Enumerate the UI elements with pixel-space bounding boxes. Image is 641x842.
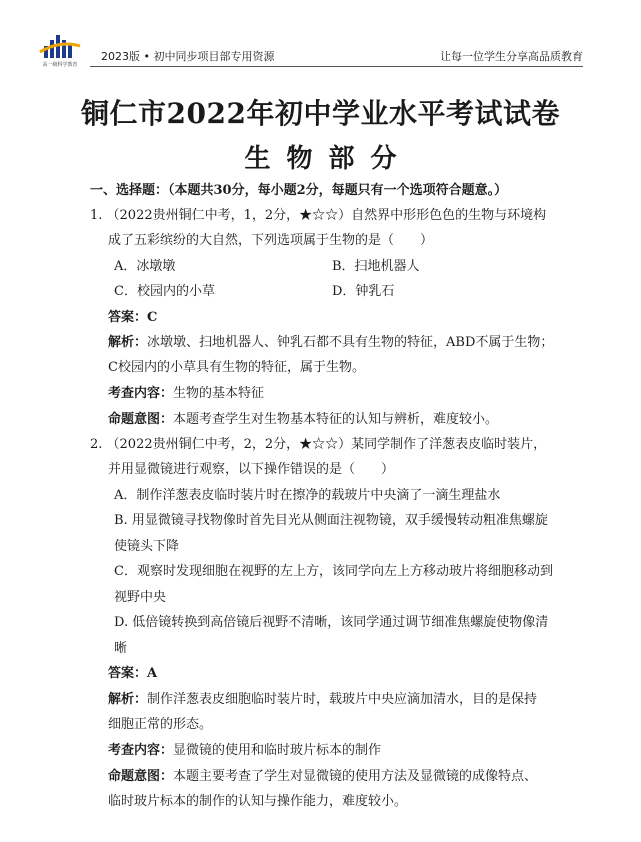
q2-option-c-line1: C．观察时发现细胞在视野的左上方，该同学向左上方移动玻片将细胞移动到 <box>114 564 553 579</box>
q1-analysis <box>108 334 553 352</box>
q2-answer <box>108 665 157 683</box>
q2-option-d-line2: 晰 <box>114 641 128 656</box>
q2-option-b-line2: 使镜头下降 <box>114 539 180 554</box>
header-right-text: 让每一位学生分享高品质教育 <box>440 50 583 63</box>
q1-intent-text: 本题考查学生对生物基本特征的认知与辨析，难度较小。 <box>173 412 499 427</box>
q2-option-c-line2: 视野中央 <box>114 590 167 605</box>
q1-stem-line2: 成了五彩缤纷的大自然，下列选项属于生物的是（ ） <box>108 233 434 248</box>
q2-intent <box>108 768 537 786</box>
logo-text: 高一级科学教育 <box>42 62 78 68</box>
q2-option-d-line1: D. 低倍镜转换到高倍镜后视野不清晰，该同学通过调节细准焦螺旋使物像清 <box>114 615 549 630</box>
q2-analysis <box>108 691 537 709</box>
header-divider <box>90 66 583 67</box>
q2-exam <box>108 742 381 760</box>
q1-intent-label: 命题意图： <box>108 412 174 427</box>
q1-stem-line1: 1. （2022贵州铜仁中考，1，2分，★☆☆）自然界中形形色色的生物与环境构 <box>90 208 547 223</box>
header-left-text: 2023版 • 初中同步项目部专用资源 <box>101 50 275 63</box>
q1-analysis-text1: 冰墩墩、扫地机器人、钟乳石都不具有生物的特征，ABD不属于生物； <box>147 335 554 350</box>
page-title: 铜仁市2022年初中学业水平考试试卷 <box>81 97 560 130</box>
q2-intent-text1: 本题主要考查了学生对显微镜的使用方法及显微镜的成像特点、 <box>173 769 538 784</box>
q2-stem-line2: 并用显微镜进行观察，以下操作错误的是（ ） <box>108 462 395 477</box>
q2-exam-label: 考查内容： <box>108 743 174 758</box>
q2-analysis-text1: 制作洋葱表皮细胞临时装片时，载玻片中央应滴加清水，目的是保持 <box>147 692 538 707</box>
q1-option-c: C．校园内的小草 <box>114 284 215 299</box>
q1-option-a: A．冰墩墩 <box>114 259 176 274</box>
q2-stem-line1: 2. （2022贵州铜仁中考，2，2分，★☆☆）某同学制作了洋葱表皮临时装片， <box>90 437 547 452</box>
q1-analysis-label: 解析： <box>108 335 148 350</box>
q2-intent-text2: 临时玻片标本的制作的认知与操作能力，难度较小。 <box>108 794 408 809</box>
q1-answer <box>108 309 157 327</box>
q1-option-b: B．扫地机器人 <box>332 259 420 274</box>
q2-intent-label: 命题意图： <box>108 769 174 784</box>
page-header <box>0 0 641 68</box>
q1-analysis-text2: C校园内的小草具有生物的特征，属于生物。 <box>108 360 365 375</box>
q2-exam-text: 显微镜的使用和临时玻片标本的制作 <box>173 743 382 758</box>
q1-answer-value: C <box>147 310 158 325</box>
logo-icon <box>38 32 82 60</box>
q1-exam-text: 生物的基本特征 <box>173 386 265 401</box>
q1-exam <box>108 385 264 403</box>
q2-answer-value: A <box>147 666 158 681</box>
q1-answer-label: 答案： <box>108 310 148 325</box>
q2-analysis-text2: 细胞正常的形态。 <box>108 717 213 732</box>
q2-option-b-line1: B. 用显微镜寻找物像时首先目光从侧面注视物镜，双手缓慢转动粗准焦螺旋 <box>114 513 548 528</box>
q2-answer-label: 答案： <box>108 666 148 681</box>
q1-option-d: D．钟乳石 <box>332 284 395 299</box>
q1-intent <box>108 411 498 429</box>
q2-option-a: A．制作洋葱表皮临时装片时在擦净的载玻片中央滴了一滴生理盐水 <box>114 488 501 503</box>
q2-analysis-label: 解析： <box>108 692 148 707</box>
section-heading: 一、选择题：（本题共30分，每小题2分，每题只有一个选项符合题意。） <box>90 183 508 198</box>
page-subtitle: 生物部分 <box>244 144 413 174</box>
q1-exam-label: 考查内容： <box>108 386 174 401</box>
